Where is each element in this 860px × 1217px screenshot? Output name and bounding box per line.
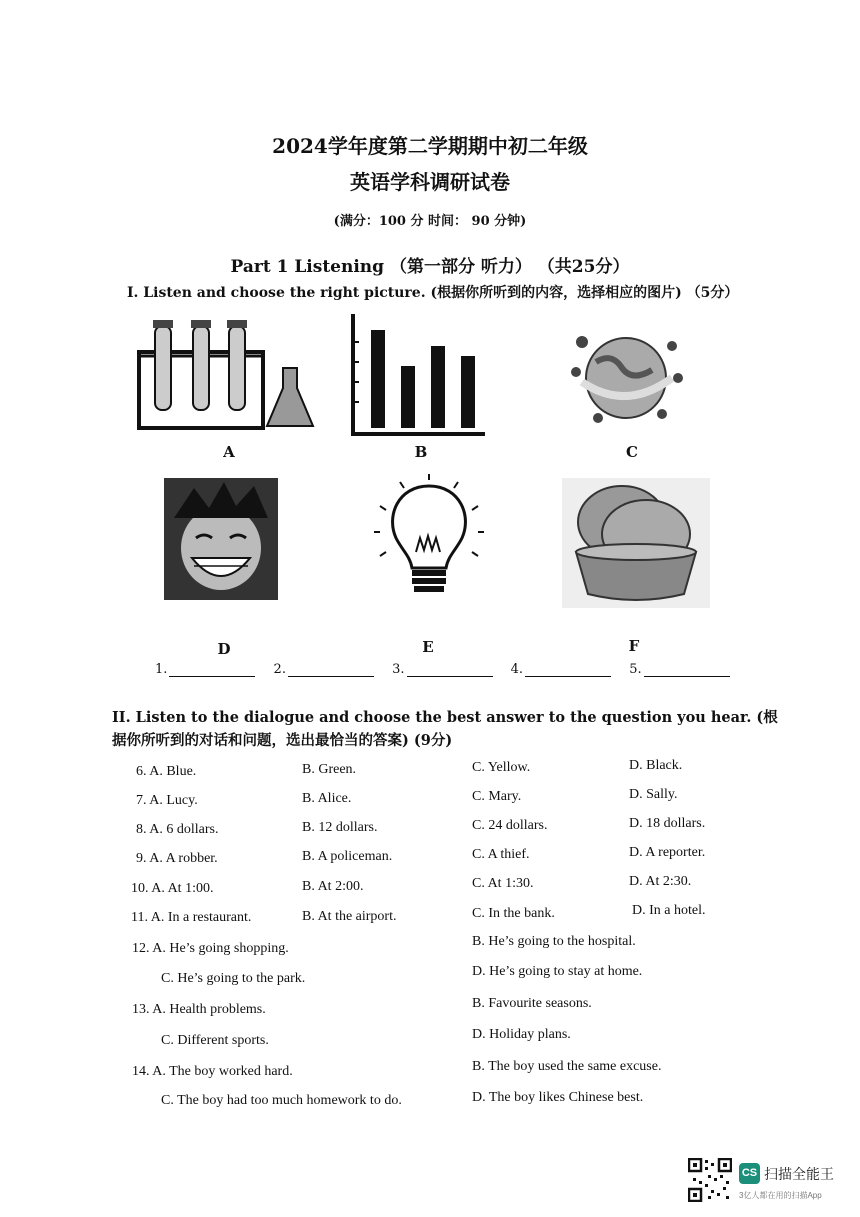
picture-label-e: E	[422, 638, 434, 656]
light-bulb-icon	[370, 472, 488, 600]
q13-option-d: D. Holiday plans.	[472, 1027, 571, 1042]
q14-option-b: B. The boy used the same excuse.	[472, 1059, 662, 1074]
q9-option-b: B. A policeman.	[302, 849, 393, 864]
blank-number: 3.	[392, 662, 405, 677]
blank-number: 4.	[510, 662, 524, 677]
q6-option-d: D. Black.	[629, 758, 683, 773]
q14-option-a: 14. A. The boy worked hard.	[132, 1064, 293, 1079]
globe-hands-icon	[562, 322, 692, 430]
q7-option-c: C. Mary.	[472, 789, 522, 804]
q12-option-d: D. He’s going to stay at home.	[472, 964, 643, 979]
q7-option-d: D. Sally.	[629, 787, 678, 802]
q8-option-b: B. 12 dollars.	[302, 820, 378, 835]
q6-option-a: 6. A. Blue.	[136, 764, 197, 779]
q14-option-c: C. The boy had too much homework to do.	[161, 1093, 402, 1108]
blank-number: 2.	[273, 662, 286, 677]
q6-option-b: B. Green.	[302, 762, 357, 777]
q12-option-c: C. He’s going to the park.	[161, 971, 306, 986]
blank-number: 1.	[155, 662, 168, 677]
blank-number: 5.	[629, 662, 642, 677]
exam-meta: (满分：100 分 时间： 90 分钟)	[333, 214, 527, 229]
q11-option-c: C. In the bank.	[472, 906, 555, 921]
q8-option-d: D. 18 dollars.	[629, 816, 706, 831]
q13-option-a: 13. A. Health problems.	[132, 1002, 266, 1017]
blank-3[interactable]	[392, 662, 492, 677]
exam-title-line2: 英语学科调研试卷	[350, 170, 510, 194]
q11-option-a: 11. A. In a restaurant.	[131, 910, 252, 925]
q9-option-d: D. A reporter.	[629, 845, 706, 860]
picture-label-a: A	[223, 443, 235, 461]
q6-option-c: C. Yellow.	[472, 760, 531, 775]
q10-option-d: D. At 2:30.	[629, 874, 692, 889]
test-tubes-icon	[137, 318, 317, 430]
q8-option-c: C. 24 dollars.	[472, 818, 548, 833]
qr-code-icon	[688, 1158, 732, 1202]
picture-label-c: C	[626, 443, 638, 461]
q10-option-b: B. At 2:00.	[302, 879, 364, 894]
exam-title-line1: 2024学年度第二学期期中初二年级	[272, 134, 588, 158]
blank-1[interactable]	[155, 662, 255, 677]
q10-option-a: 10. A. At 1:00.	[131, 881, 214, 896]
camscanner-logo-icon: CS	[739, 1163, 760, 1184]
q14-option-d: D. The boy likes Chinese best.	[472, 1090, 644, 1105]
part1-heading: Part 1 Listening （第一部分 听力） （共25分）	[230, 257, 630, 277]
q7-option-a: 7. A. Lucy.	[136, 793, 198, 808]
picture-label-f: F	[628, 637, 640, 655]
section1-instruction: I. Listen and choose the right picture. (根据你所听到的内容，选择相应的图片) （5分）	[127, 285, 739, 301]
blank-4[interactable]	[511, 662, 611, 677]
q11-option-d: D. In a hotel.	[632, 903, 706, 918]
picture-label-b: B	[414, 443, 428, 461]
q8-option-a: 8. A. 6 dollars.	[136, 822, 219, 837]
q9-option-c: C. A thief.	[472, 847, 530, 862]
q13-option-b: B. Favourite seasons.	[472, 996, 592, 1011]
q7-option-b: B. Alice.	[302, 791, 352, 806]
section2-instruction: II. Listen to the dialogue and choose the best answer to the question you hear. (根据你所听到的对话和问题，选出最恰当的答案) (9分)	[112, 709, 778, 749]
q12-option-b: B. He’s going to the hospital.	[472, 934, 636, 949]
q9-option-a: 9. A. A robber.	[136, 851, 218, 866]
bowls-icon	[562, 478, 710, 608]
q10-option-c: C. At 1:30.	[472, 876, 534, 891]
blank-2[interactable]	[274, 662, 374, 677]
blank-5[interactable]	[629, 662, 729, 677]
answer-blanks	[155, 662, 744, 677]
q12-option-a: 12. A. He’s going shopping.	[132, 941, 289, 956]
q13-option-c: C. Different sports.	[161, 1033, 269, 1048]
q11-option-b: B. At the airport.	[302, 909, 397, 924]
camscanner-app-name: 扫描全能王	[764, 1166, 834, 1182]
camscanner-tagline: 3亿人都在用的扫描App	[739, 1191, 822, 1200]
bar-chart-icon	[347, 312, 487, 438]
picture-label-d: D	[217, 640, 231, 658]
cartoon-face-icon	[164, 478, 278, 600]
